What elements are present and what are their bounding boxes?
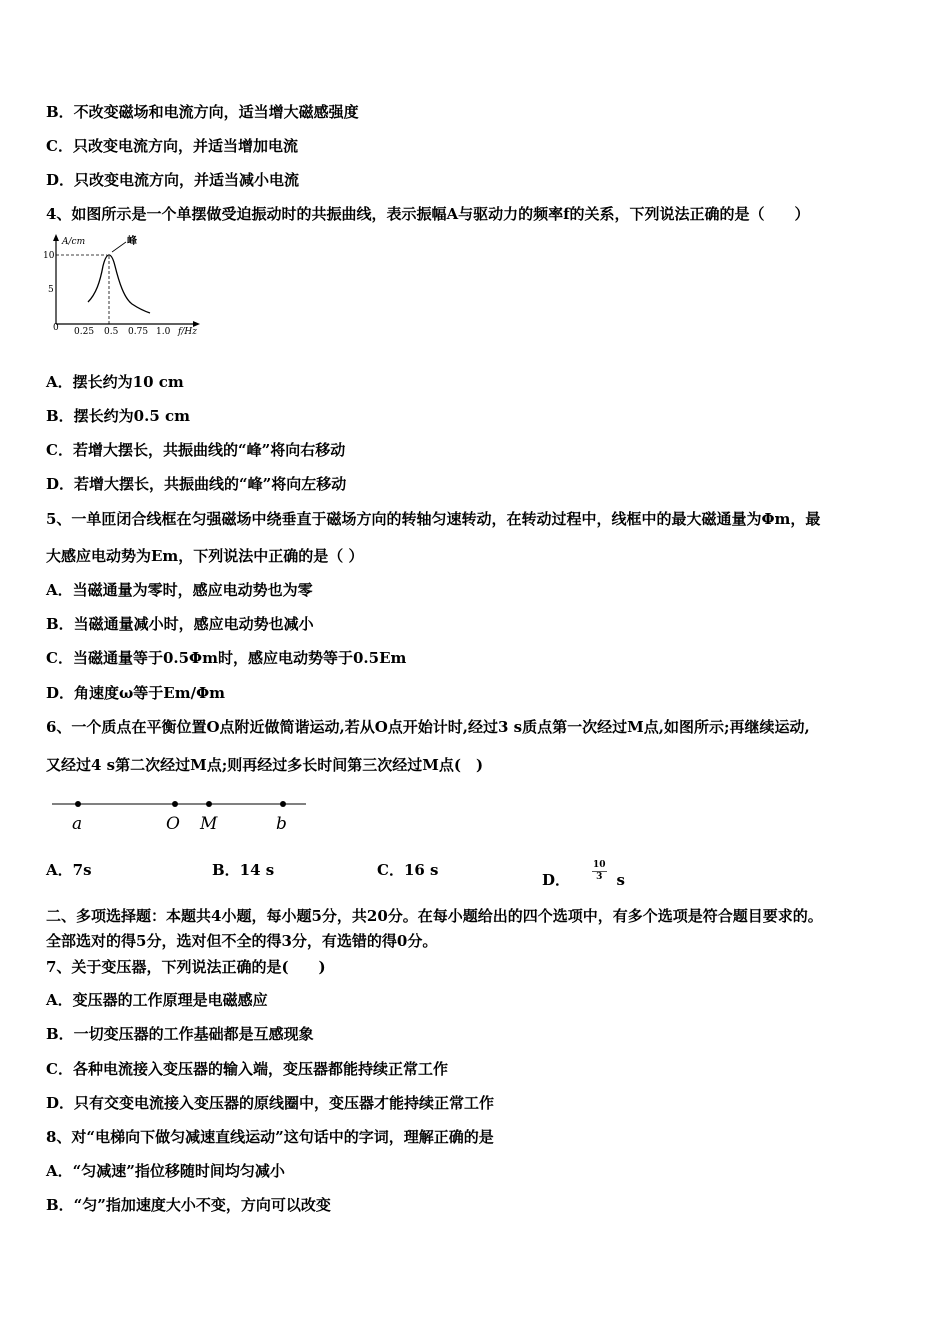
label-b: b bbox=[276, 814, 287, 834]
q7-option-d: D．只有交变电流接入变压器的原线圈中，变压器才能持续正常工作 bbox=[46, 1094, 495, 1112]
y-tick-10: 10 bbox=[43, 251, 55, 261]
section2-heading-line1: 二、多项选择题：本题共4小题，每小题5分，共20分。在每小题给出的四个选项中，有多个选项是符合题目要求的。 bbox=[46, 907, 823, 925]
q4-option-a: A．摆长约为10 cm bbox=[46, 373, 184, 391]
fraction-ten-thirds bbox=[592, 860, 607, 883]
label-a: a bbox=[72, 814, 83, 834]
x-axis-label: f/Hz bbox=[178, 327, 197, 337]
peak-label: 峰 bbox=[127, 236, 137, 247]
q5-option-a: A．当磁通量为零时，感应电动势也为零 bbox=[46, 581, 313, 599]
resonance-curve bbox=[88, 255, 150, 313]
point-b bbox=[280, 801, 286, 807]
q7-option-a: A．变压器的工作原理是电磁感应 bbox=[46, 991, 268, 1009]
q4-option-c: C．若增大摆长，共振曲线的“峰”将向右移动 bbox=[46, 441, 346, 459]
q5-stem-line1: 5、一单匝闭合线框在匀强磁场中绕垂直于磁场方向的转轴匀速转动，在转动过程中，线框中的最大磁通量为Φm，最 bbox=[46, 510, 821, 528]
label-o: O bbox=[166, 814, 180, 834]
point-m bbox=[206, 801, 212, 807]
q8-option-a: A．“匀减速”指位移随时间均匀减小 bbox=[46, 1162, 285, 1180]
label-m: M bbox=[200, 814, 218, 834]
y-axis-arrow bbox=[53, 234, 59, 241]
q6-option-b: B．14 s bbox=[212, 861, 275, 879]
q7-option-c: C．各种电流接入变压器的输入端，变压器都能持续正常工作 bbox=[46, 1060, 448, 1078]
x-tick-10: 1.0 bbox=[156, 327, 171, 337]
q6-option-d-prefix: D． bbox=[542, 871, 571, 889]
point-o bbox=[172, 801, 178, 807]
section2-heading-line2: 全部选对的得5分，选对但不全的得3分，有选错的得0分。 bbox=[46, 932, 438, 950]
q3-option-c: C．只改变电流方向，并适当增加电流 bbox=[46, 137, 298, 155]
x-tick-075: 0.75 bbox=[128, 327, 149, 337]
x-tick-05: 0.5 bbox=[104, 327, 119, 337]
x-tick-025: 0.25 bbox=[74, 327, 95, 337]
oscillation-line-figure bbox=[48, 790, 313, 836]
q6-option-d-unit: s bbox=[616, 871, 625, 889]
q6-stem-line2: 又经过4 s第二次经过M点;则再经过多长时间第三次经过M点( ) bbox=[46, 756, 484, 774]
q8-option-b: B．“匀”指加速度大小不变，方向可以改变 bbox=[46, 1196, 331, 1214]
q4-option-b: B．摆长约为0.5 cm bbox=[46, 407, 191, 425]
origin-label: 0 bbox=[53, 323, 59, 333]
q3-option-d: D．只改变电流方向，并适当减小电流 bbox=[46, 171, 300, 189]
q6-option-d bbox=[542, 860, 625, 890]
q5-option-c: C．当磁通量等于0.5Φm时，感应电动势等于0.5Em bbox=[46, 649, 407, 667]
q5-option-d: D．角速度ω等于Em/Φm bbox=[46, 684, 226, 702]
fraction-numerator: 10 bbox=[593, 860, 606, 870]
q3-option-b: B．不改变磁场和电流方向，适当增大磁感强度 bbox=[46, 103, 359, 121]
q6-option-c: C．16 s bbox=[377, 861, 439, 879]
fraction-denominator: 3 bbox=[596, 872, 603, 882]
resonance-curve-figure bbox=[40, 232, 210, 344]
q8-stem: 8、对“电梯向下做匀减速直线运动”这句话中的字词，理解正确的是 bbox=[46, 1128, 494, 1146]
q5-option-b: B．当磁通量减小时，感应电动势也减小 bbox=[46, 615, 314, 633]
point-a bbox=[75, 801, 81, 807]
y-axis-label: A/cm bbox=[62, 237, 86, 247]
y-tick-5: 5 bbox=[48, 285, 54, 295]
q4-stem: 4、如图所示是一个单摆做受迫振动时的共振曲线，表示振幅A与驱动力的频率f的关系，下列说法正确的是（ ） bbox=[46, 205, 810, 223]
q6-stem-line1: 6、一个质点在平衡位置O点附近做简谐运动,若从O点开始计时,经过3 s质点第一次经过M点,如图所示;再继续运动, bbox=[46, 718, 810, 736]
q7-option-b: B．一切变压器的工作基础都是互感现象 bbox=[46, 1025, 314, 1043]
q4-option-d: D．若增大摆长，共振曲线的“峰”将向左移动 bbox=[46, 475, 347, 493]
peak-pointer bbox=[112, 242, 126, 252]
q6-option-a: A．7s bbox=[46, 861, 92, 879]
q5-stem-line2: 大感应电动势为Em，下列说法中正确的是（ ） bbox=[46, 547, 364, 565]
q7-stem: 7、关于变压器，下列说法正确的是( ) bbox=[46, 958, 326, 976]
